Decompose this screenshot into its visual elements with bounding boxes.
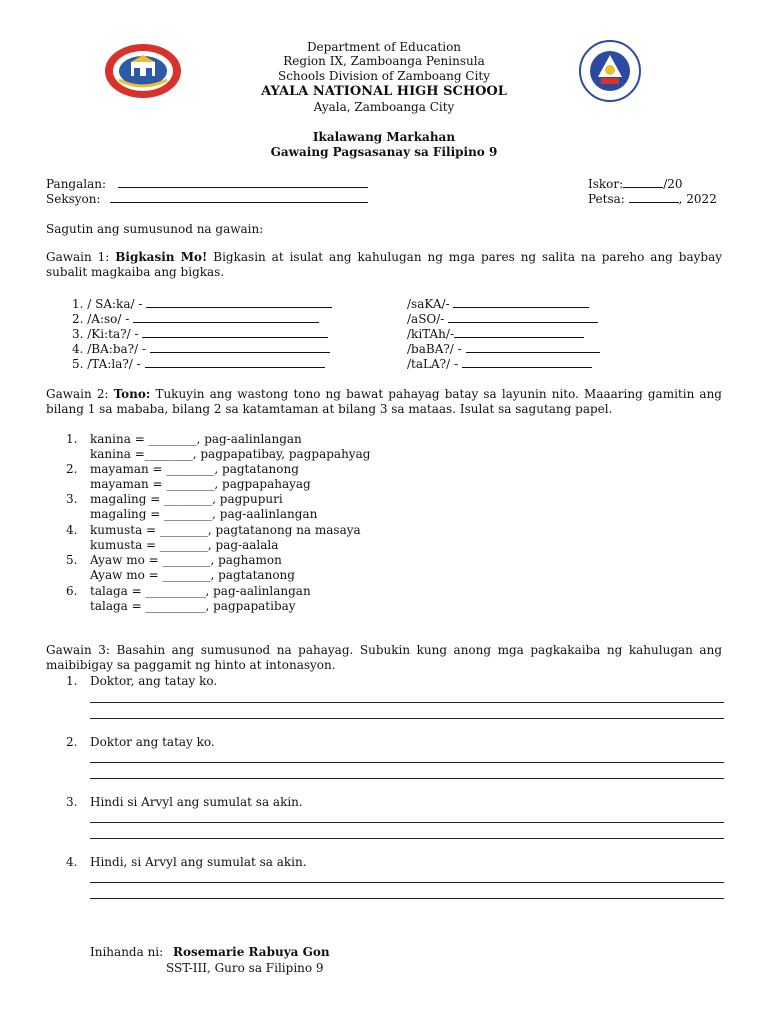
item-label: 4. /BA:ba?/ - — [72, 342, 147, 356]
answer-blank[interactable] — [145, 356, 325, 368]
item-label: 2. /A:so/ - — [72, 312, 130, 326]
region-name: Region IX, Zamboanga Peninsula — [283, 54, 485, 68]
gawain2-num-3: 3. — [66, 492, 78, 506]
gawain2-num-4: 4. — [66, 523, 78, 537]
answer-line[interactable] — [90, 762, 724, 763]
gawain2-item-1b: kanina =________, pagpapatibay, pagpapahyag — [90, 447, 371, 461]
section-field[interactable] — [46, 191, 368, 206]
prepared-by — [90, 945, 330, 959]
gawain2-item-4a: kumusta = ________, pagtatanong na masaya — [90, 523, 361, 537]
teacher-name: Rosemarie Rabuya Gon — [173, 945, 330, 959]
gawain2-item-5a: Ayaw mo = ________, paghamon — [90, 553, 282, 567]
date-year: , 2022 — [678, 192, 717, 206]
item-label: 5. /TA:la?/ - — [72, 357, 141, 371]
gawain1-item-right-1 — [407, 296, 589, 311]
gawain2-num-5: 5. — [66, 553, 78, 567]
answer-line[interactable] — [90, 898, 724, 899]
gawain3-num-1: 1. — [66, 674, 78, 688]
name-blank[interactable] — [118, 176, 368, 188]
name-field[interactable] — [46, 176, 368, 191]
gawain3-num-2: 2. — [66, 735, 78, 749]
answer-blank[interactable] — [133, 311, 319, 323]
gawain1-item-2 — [72, 311, 319, 326]
gawain2-text: Tukuyin ang wastong tono ng bawat pahayag batay sa layunin nito. Maaaring gamitin ang bilang 1 sa mababa, bilang 2 sa katamtaman at bilang 3 sa mataas. Isulat sa sagutang papel. — [46, 387, 722, 416]
score-label: Iskor: — [588, 177, 624, 191]
gawain3-num-3: 3. — [66, 795, 78, 809]
school-address: Ayala, Zamboanga City — [313, 100, 455, 114]
gawain3-item-4: Hindi, si Arvyl ang sumulat sa akin. — [90, 855, 307, 869]
activity-title: Gawaing Pagsasanay sa Filipino 9 — [270, 145, 498, 159]
item-label: /baBA?/ - — [407, 342, 462, 356]
gawain2-num-1: 1. — [66, 432, 78, 446]
answer-line[interactable] — [90, 702, 724, 703]
answer-line[interactable] — [90, 882, 724, 883]
gawain1-item-1 — [72, 296, 332, 311]
gawain1-instructions — [46, 250, 722, 280]
answer-blank[interactable] — [454, 326, 584, 338]
item-label: /taLA?/ - — [407, 357, 458, 371]
answer-blank[interactable] — [142, 326, 328, 338]
date-blank[interactable] — [629, 191, 679, 203]
gawain2-instructions — [46, 387, 722, 417]
answer-blank[interactable] — [466, 341, 600, 353]
gawain2-item-2b: mayaman = ________, pagpapahayag — [90, 477, 311, 491]
dept-name: Department of Education — [306, 40, 462, 54]
section-label: Seksyon: — [46, 192, 101, 206]
answer-blank[interactable] — [448, 311, 598, 323]
score-blank[interactable] — [623, 176, 663, 188]
answer-line[interactable] — [90, 822, 724, 823]
gawain1-item-right-2 — [407, 311, 598, 326]
gawain1-text: Bigkasin at isulat ang kahulugan ng mga pares ng salita na pareho ang baybay subalit magkaiba ang bigkas. — [46, 250, 723, 279]
instruction: Sagutin ang sumusunod na gawain: — [46, 222, 264, 236]
answer-blank[interactable] — [453, 296, 589, 308]
gawain1-item-5 — [72, 356, 325, 371]
item-label: 1. / SA:ka/ - — [72, 297, 143, 311]
gawain1-item-4 — [72, 341, 330, 356]
gawain1-lead: Gawain 1: — [46, 250, 116, 264]
gawain2-item-1a: kanina = ________, pag-aalinlangan — [90, 432, 302, 446]
gawain2-item-6b: talaga = __________, pagpapatibay — [90, 599, 296, 613]
answer-blank[interactable] — [462, 356, 592, 368]
gawain2-title: Tono: — [113, 387, 151, 401]
name-label: Pangalan: — [46, 177, 107, 191]
gawain1-item-3 — [72, 326, 328, 341]
item-label: /aSO/- — [407, 312, 445, 326]
answer-blank[interactable] — [150, 341, 330, 353]
gawain3-instructions: Gawain 3: Basahin ang sumusunod na pahayag. Subukin kung anong mga pagkakaiba ng kahulugan ang maibibigay sa paggamit ng hinto at intonasyon. — [46, 643, 722, 672]
gawain1-item-right-5 — [407, 356, 592, 371]
gawain3-num-4: 4. — [66, 855, 78, 869]
gawain2-item-6a: talaga = __________, pag-aalinlangan — [90, 584, 311, 598]
gawain2-item-5b: Ayaw mo = ________, pagtatanong — [90, 568, 295, 582]
gawain2-item-2a: mayaman = ________, pagtatanong — [90, 462, 299, 476]
date-field[interactable] — [588, 191, 717, 206]
prepared-label: Inihanda ni: — [90, 945, 164, 959]
item-label: 3. /Ki:ta?/ - — [72, 327, 139, 341]
gawain2-item-3a: magaling = ________, pagpupuri — [90, 492, 283, 506]
teacher-position: SST-III, Guro sa Filipino 9 — [166, 961, 324, 975]
gawain2-lead: Gawain 2: — [46, 387, 114, 401]
school-name: AYALA NATIONAL HIGH SCHOOL — [261, 84, 507, 99]
answer-blank[interactable] — [146, 296, 332, 308]
division-name: Schools Division of Zamboang City — [277, 69, 491, 83]
gawain3-item-2: Doktor ang tatay ko. — [90, 735, 215, 749]
date-label: Petsa: — [588, 192, 625, 206]
answer-line[interactable] — [90, 718, 724, 719]
gawain2-item-4b: kumusta = ________, pag-aalala — [90, 538, 279, 552]
gawain3-item-3: Hindi si Arvyl ang sumulat sa akin. — [90, 795, 303, 809]
gawain3-item-1: Doktor, ang tatay ko. — [90, 674, 218, 688]
gawain2-num-6: 6. — [66, 584, 78, 598]
score-field[interactable] — [588, 176, 683, 191]
score-total: /20 — [663, 177, 683, 191]
gawain2-num-2: 2. — [66, 462, 78, 476]
gawain2-item-3b: magaling = ________, pag-aalinlangan — [90, 507, 318, 521]
gawain1-item-right-3 — [407, 326, 584, 341]
gawain1-item-right-4 — [407, 341, 600, 356]
answer-line[interactable] — [90, 778, 724, 779]
quarter-title: Ikalawang Markahan — [312, 130, 456, 144]
answer-line[interactable] — [90, 838, 724, 839]
gawain1-title: Bigkasin Mo! — [115, 250, 208, 264]
item-label: /kiTAh/- — [407, 327, 454, 341]
section-blank[interactable] — [110, 191, 368, 203]
item-label: /saKA/- — [407, 297, 450, 311]
